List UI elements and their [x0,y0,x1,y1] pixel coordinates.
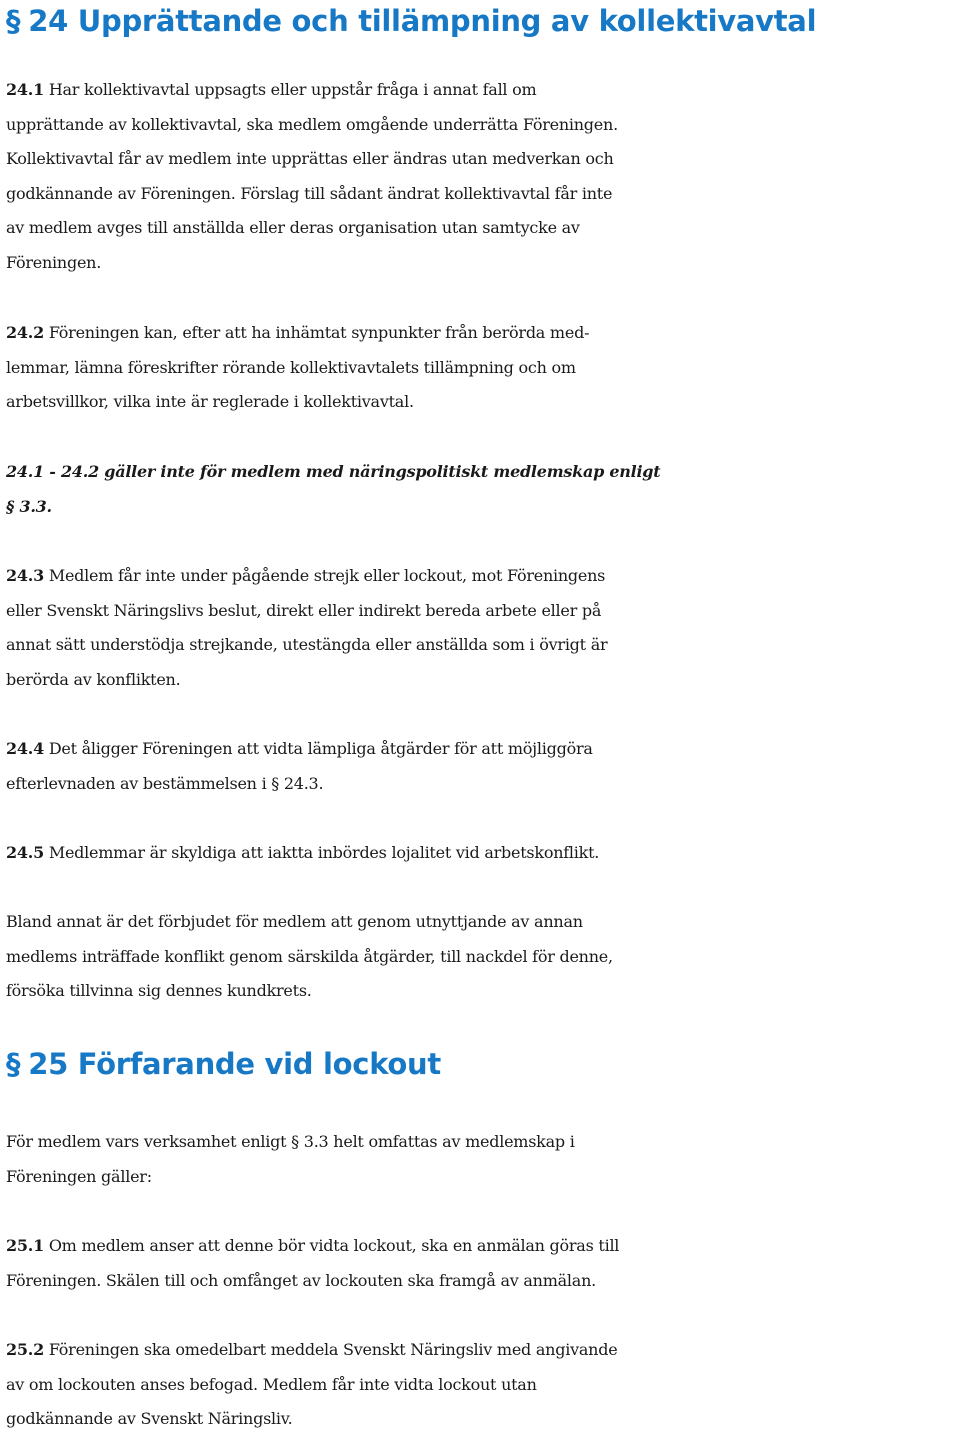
paragraph-25-1 [6,1229,956,1298]
paragraph-line: För medlem vars verksamhet enligt § 3.3 helt omfattas av medlemskap i [6,1132,575,1151]
paragraph-line: Föreningen gäller: [6,1166,152,1186]
paragraph-number: 24.3 [6,566,44,585]
section-symbol-icon: § [6,4,21,38]
paragraph-line: annat sätt understödja strejkande, utestängda eller anställda som i övrigt är [6,635,608,655]
paragraph-line: av om lockouten anses befogad. Medlem får inte vidta lockout utan [6,1374,537,1394]
paragraph-24-4 [6,732,956,801]
section-24-heading [6,1,816,41]
paragraph-line: av medlem avges till anställda eller deras organisation utan samtycke av [6,218,580,238]
paragraph-line [6,73,956,108]
paragraph-text: Föreningen kan, efter att ha inhämtat synpunkter från berörda med- [48,323,590,342]
paragraph-24-5-continued [6,905,956,1009]
section-25-heading [6,1044,441,1084]
section-24-title: 24 Upprättande och tillämpning av kollektivavtal [28,4,817,38]
paragraph-25-intro [6,1125,956,1194]
paragraph-line [6,559,956,594]
paragraph-24-5 [6,836,956,871]
paragraph-line [6,316,956,351]
note-24 [6,455,956,524]
paragraph-text: Medlemmar är skyldiga att iaktta inbördes lojalitet vid arbetskonflikt. [48,843,600,862]
paragraph-number: 25.2 [6,1340,44,1359]
paragraph-text: Det åligger Föreningen att vidta lämpliga åtgärder för att möjliggöra [48,739,593,758]
paragraph-number: 24.1 [6,80,44,99]
paragraph-25-2 [6,1333,956,1437]
paragraph-line: efterlevnaden av bestämmelsen i § 24.3. [6,773,324,793]
paragraph-24-3 [6,559,956,697]
section-symbol-icon: § [6,1047,21,1081]
paragraph-line: Föreningen. [6,252,102,272]
paragraph-line: lemmar, lämna föreskrifter rörande kollektivavtalets tillämpning och om [6,357,576,377]
paragraph-line: upprättande av kollektivavtal, ska medlem omgående underrätta Föreningen. [6,114,618,134]
paragraph-line: Föreningen. Skälen till och omfånget av lockouten ska framgå av anmälan. [6,1270,596,1290]
paragraph-number: 24.4 [6,739,44,758]
paragraph-line: berörda av konflikten. [6,669,181,689]
paragraph-number: 25.1 [6,1236,44,1255]
paragraph-line [6,1229,956,1264]
paragraph-line: godkännande av Svenskt Näringsliv. [6,1409,293,1429]
paragraph-line: Bland annat är det förbjudet för medlem att genom utnyttjande av annan [6,912,583,931]
paragraph-number: 24.5 [6,843,44,862]
paragraph-text: Har kollektivavtal uppsagts eller uppstår fråga i annat fall om [48,80,537,99]
section-25-title: 25 Förfarande vid lockout [28,1047,441,1081]
paragraph-line: arbetsvillkor, vilka inte är reglerade i kollektivavtal. [6,392,414,412]
paragraph-line: försöka tillvinna sig dennes kundkrets. [6,981,312,1001]
note-line: 24.1 - 24.2 gäller inte för medlem med näringspolitiskt medlemskap enligt [6,462,661,481]
paragraph-24-2 [6,316,956,420]
paragraph-text: Föreningen ska omedelbart meddela Svenskt Näringsliv med angivande [48,1340,618,1359]
paragraph-line: godkännande av Föreningen. Förslag till sådant ändrat kollektivavtal får inte [6,183,613,203]
paragraph-text: Om medlem anser att denne bör vidta lockout, ska en anmälan göras till [48,1236,620,1255]
paragraph-line: eller Svenskt Näringslivs beslut, direkt eller indirekt bereda arbete eller på [6,600,602,620]
paragraph-line: Kollektivavtal får av medlem inte upprättas eller ändras utan medverkan och [6,149,614,169]
paragraph-line [6,732,956,767]
paragraph-number: 24.2 [6,323,44,342]
paragraph-line: medlems inträffade konflikt genom särskilda åtgärder, till nackdel för denne, [6,946,613,966]
paragraph-line [6,1333,956,1368]
paragraph-text: Medlem får inte under pågående strejk eller lockout, mot Föreningens [48,566,606,585]
paragraph-24-1 [6,73,956,281]
note-line: § 3.3. [6,496,52,516]
paragraph-line [6,836,956,871]
